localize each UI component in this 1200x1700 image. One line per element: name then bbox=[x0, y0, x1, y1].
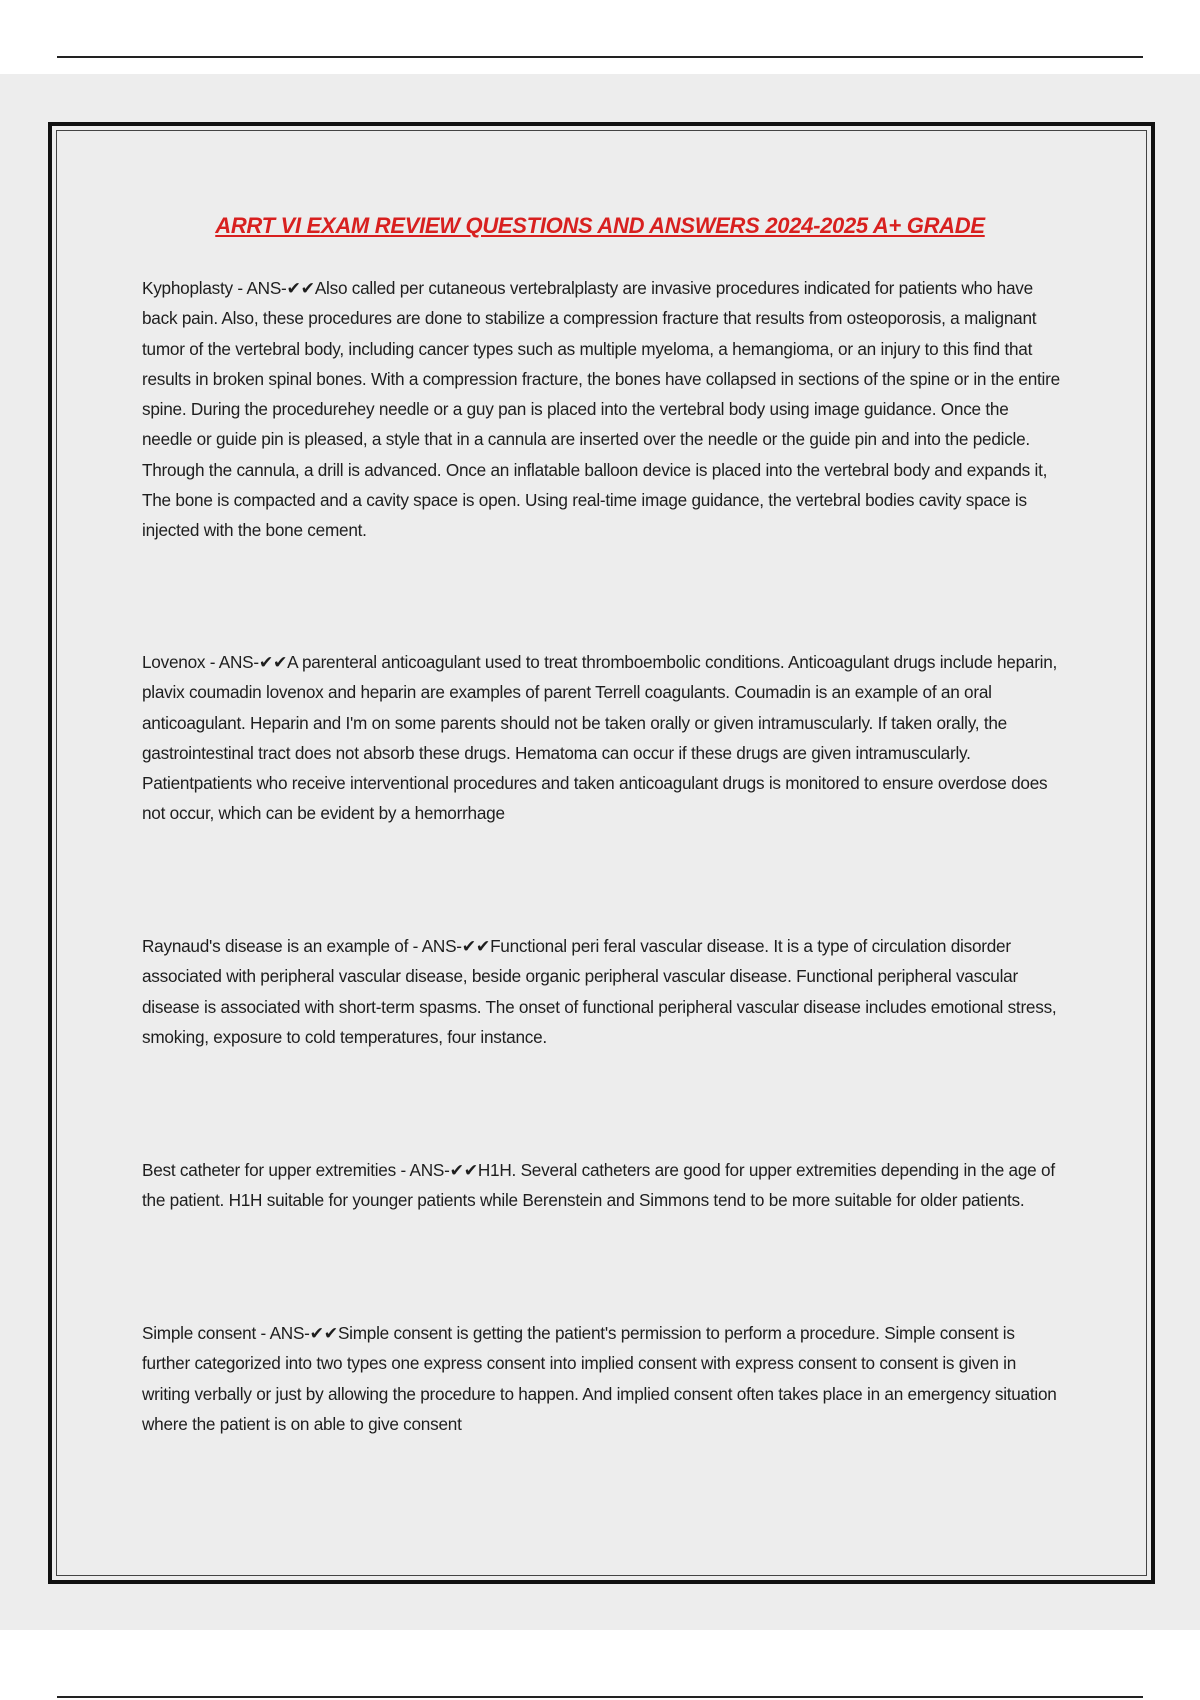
top-divider bbox=[57, 56, 1143, 58]
bottom-divider bbox=[57, 1696, 1143, 1698]
qa-entry-raynauds-disease: Raynaud's disease is an example of - ANS-✔✔Functional peri feral vascular disease. It is a type of circulation disorder associated with peripheral vascular disease, beside organic peripheral vascular disease. Functional peripheral vascular disease is associated with short-term spasms. The onset of functional peripheral vascular disease includes emotional stress, smoking, exposure to cold temperatures, four instance. bbox=[142, 936, 1057, 1047]
qa-entry-lovenox: Lovenox - ANS-✔✔A parenteral anticoagulant used to treat thromboembolic conditions. Anticoagulant drugs include heparin, plavix coumadin lovenox and heparin are examples of parent Terrell coagulants. Coumadin is an example of an oral anticoagulant. Heparin and I'm on some parents should not be taken orally or given intramuscularly. If taken orally, the gastrointestinal tract does not absorb these drugs. Hematoma can occur if these drugs are given intramuscularly. Patientpatients who receive interventional procedures and taken anticoagulant drugs is monitored to ensure overdose does not occur, which can be evident by a hemorrhage bbox=[142, 652, 1058, 824]
qa-entry-best-catheter: Best catheter for upper extremities - ANS-✔✔H1H. Several catheters are good for upper extremities depending in the age of the patient. H1H suitable for younger patients while Berenstein and Simmons tend to be more suitable for older patients. bbox=[142, 1160, 1055, 1211]
document-title: ARRT VI EXAM REVIEW QUESTIONS AND ANSWERS 2024-2025 A+ GRADE bbox=[215, 213, 985, 238]
qa-entry-simple-consent: Simple consent - ANS-✔✔Simple consent is getting the patient's permission to perform a procedure. Simple consent is further categorized into two types one express consent into implied consent with express consent to consent is given in writing verbally or just by allowing the procedure to happen. And implied consent often takes place in an emergency situation where the patient is on able to give consent bbox=[142, 1323, 1057, 1434]
qa-entry-kyphoplasty: Kyphoplasty - ANS-✔✔Also called per cutaneous vertebralplasty are invasive procedures indicated for patients who have back pain. Also, these procedures are done to stabilize a compression fracture that results from osteoporosis, a malignant tumor of the vertebral body, including cancer types such as multiple myeloma, a hemangioma, or an injury to this find that results in broken spinal bones. With a compression fracture, the bones have collapsed in sections of the spine or in the entire spine. During the procedurehey needle or a guy pan is placed into the vertebral body using image guidance. Once the needle or guide pin is pleased, a style that in a cannula are inserted over the needle or the guide pin and into the pedicle. Through the cannula, a drill is advanced. Once an inflatable balloon device is placed into the vertebral body and expands it, The bone is compacted and a cavity space is open. Using real-time image guidance, the vertebral bodies cavity space is injected with the bone cement. bbox=[142, 278, 1060, 541]
